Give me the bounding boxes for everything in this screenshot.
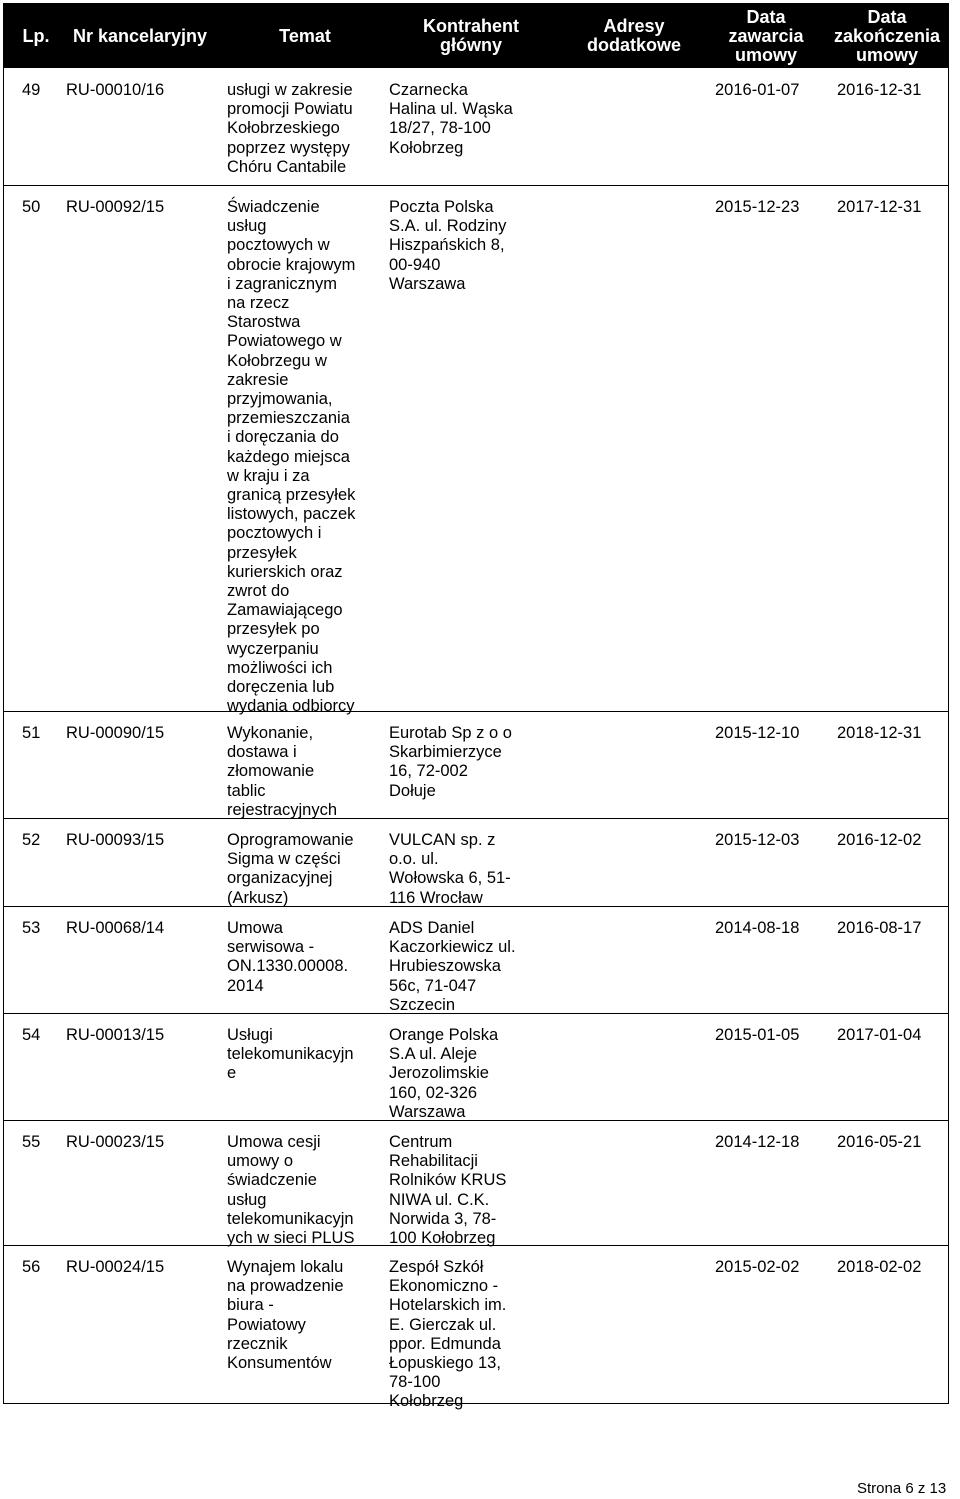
cell-kontrahent: Poczta Polska S.A. ul. Rodziny Hiszpańskich 8, 00-940 Warszawa	[389, 198, 507, 293]
header-data-zawarcia: Data zawarcia umowy	[728, 6, 804, 65]
cell-kontrahent: Orange Polska S.A ul. Aleje Jerozolimskie 160, 02-326 Warszawa	[389, 1026, 499, 1121]
cell-nr: RU-00093/15	[66, 831, 165, 849]
table-row	[4, 906, 948, 1014]
cell-data-zakonczenia: 2017-12-31	[837, 198, 922, 216]
cell-lp: 55	[22, 1133, 41, 1151]
cell-lp: 56	[22, 1258, 41, 1276]
cell-data-zawarcia: 2014-08-18	[715, 919, 800, 937]
cell-data-zawarcia: 2015-12-10	[715, 724, 800, 742]
cell-data-zawarcia: 2014-12-18	[715, 1133, 800, 1151]
cell-nr: RU-00092/15	[66, 198, 165, 216]
cell-temat: Umowa cesji umowy o świadczenie usług telekomunikacyjn ych w sieci PLUS	[227, 1133, 355, 1248]
cell-temat: Świadczenie usług pocztowych w obrocie krajowym i zagranicznym na rzecz Starostwa Powiatowego w Kołobrzegu w zakresie przyjmowania, przemieszczania i doręczania do każdego miejsca w kraju i za granicą przesyłek listowych, paczek pocztowych i przesyłek kurierskich oraz zwrot do Zamawiającego przesyłek po wyczerpaniu możliwości ich doręczenia lub wydania odbiorcy	[227, 198, 356, 716]
contracts-table	[3, 3, 949, 1411]
cell-kontrahent: ADS Daniel Kaczorkiewicz ul. Hrubieszowska 56c, 71-047 Szczecin	[389, 919, 516, 1014]
cell-lp: 52	[22, 831, 41, 849]
cell-data-zawarcia: 2015-01-05	[715, 1026, 800, 1044]
table-row	[4, 818, 948, 907]
cell-lp: 50	[22, 198, 41, 216]
cell-kontrahent: VULCAN sp. z o.o. ul. Wołowska 6, 51- 116 Wrocław	[389, 831, 511, 907]
table-header	[4, 4, 948, 68]
cell-data-zakonczenia: 2016-12-31	[837, 81, 922, 99]
cell-kontrahent: Centrum Rehabilitacji Rolników KRUS NIWA ul. C.K. Norwida 3, 78- 100 Kołobrzeg	[389, 1133, 507, 1248]
cell-nr: RU-00010/16	[66, 81, 165, 99]
cell-temat: Umowa serwisowa - ON.1330.00008. 2014	[227, 919, 349, 995]
header-temat: Temat	[279, 25, 331, 46]
cell-data-zawarcia: 2016-01-07	[715, 81, 800, 99]
table-row	[4, 711, 948, 819]
header-kontrahent: Kontrahent główny	[423, 16, 519, 55]
cell-data-zakonczenia: 2018-12-31	[837, 724, 922, 742]
header-nr-kancelaryjny: Nr kancelaryjny	[72, 25, 208, 46]
cell-lp: 53	[22, 919, 41, 937]
cell-nr: RU-00068/14	[66, 919, 165, 937]
cell-data-zawarcia: 2015-12-03	[715, 831, 800, 849]
cell-kontrahent: Czarnecka Halina ul. Wąska 18/27, 78-100 Kołobrzeg	[389, 81, 513, 157]
cell-kontrahent: Eurotab Sp z o o Skarbimierzyce 16, 72-002 Dołuje	[389, 724, 512, 800]
cell-data-zakonczenia: 2018-02-02	[837, 1258, 922, 1276]
cell-nr: RU-00023/15	[66, 1133, 165, 1151]
cell-lp: 54	[22, 1026, 41, 1044]
cell-data-zakonczenia: 2016-05-21	[837, 1133, 922, 1151]
table-row	[4, 1120, 948, 1246]
cell-kontrahent: Zespół Szkół Ekonomiczno - Hotelarskich im. E. Gierczak ul. ppor. Edmunda Łopuskiego 13, 78-100 Kołobrzeg	[389, 1258, 507, 1411]
cell-data-zakonczenia: 2016-12-02	[837, 831, 922, 849]
header-adresy: Adresy dodatkowe	[586, 16, 681, 55]
page-number: Strona 6 z 13	[857, 1480, 947, 1497]
table-row	[4, 185, 948, 716]
cell-nr: RU-00024/15	[66, 1258, 165, 1276]
cell-temat: Oprogramowanie Sigma w części organizacyjnej (Arkusz)	[227, 831, 354, 907]
cell-data-zawarcia: 2015-02-02	[715, 1258, 800, 1276]
cell-nr: RU-00013/15	[66, 1026, 165, 1044]
header-lp: Lp.	[22, 25, 50, 46]
header-data-zakonczenia: Data zakończenia umowy	[833, 6, 941, 65]
cell-data-zakonczenia: 2017-01-04	[837, 1026, 922, 1044]
cell-lp: 49	[22, 81, 41, 99]
table-row	[4, 1013, 948, 1121]
cell-lp: 51	[22, 724, 41, 742]
table-row	[4, 68, 948, 186]
cell-data-zakonczenia: 2016-08-17	[837, 919, 922, 937]
cell-temat: Wynajem lokalu na prowadzenie biura - Powiatowy rzecznik Konsumentów	[227, 1258, 344, 1373]
table-row	[4, 1245, 948, 1411]
cell-data-zawarcia: 2015-12-23	[715, 198, 800, 216]
cell-temat: Wykonanie, dostawa i złomowanie tablic rejestracyjnych	[227, 724, 338, 819]
cell-nr: RU-00090/15	[66, 724, 165, 742]
cell-temat: usługi w zakresie promocji Powiatu Kołobrzeskiego poprzez występy Chóru Cantabile	[227, 81, 353, 176]
cell-temat: Usługi telekomunikacyjn e	[227, 1026, 354, 1083]
